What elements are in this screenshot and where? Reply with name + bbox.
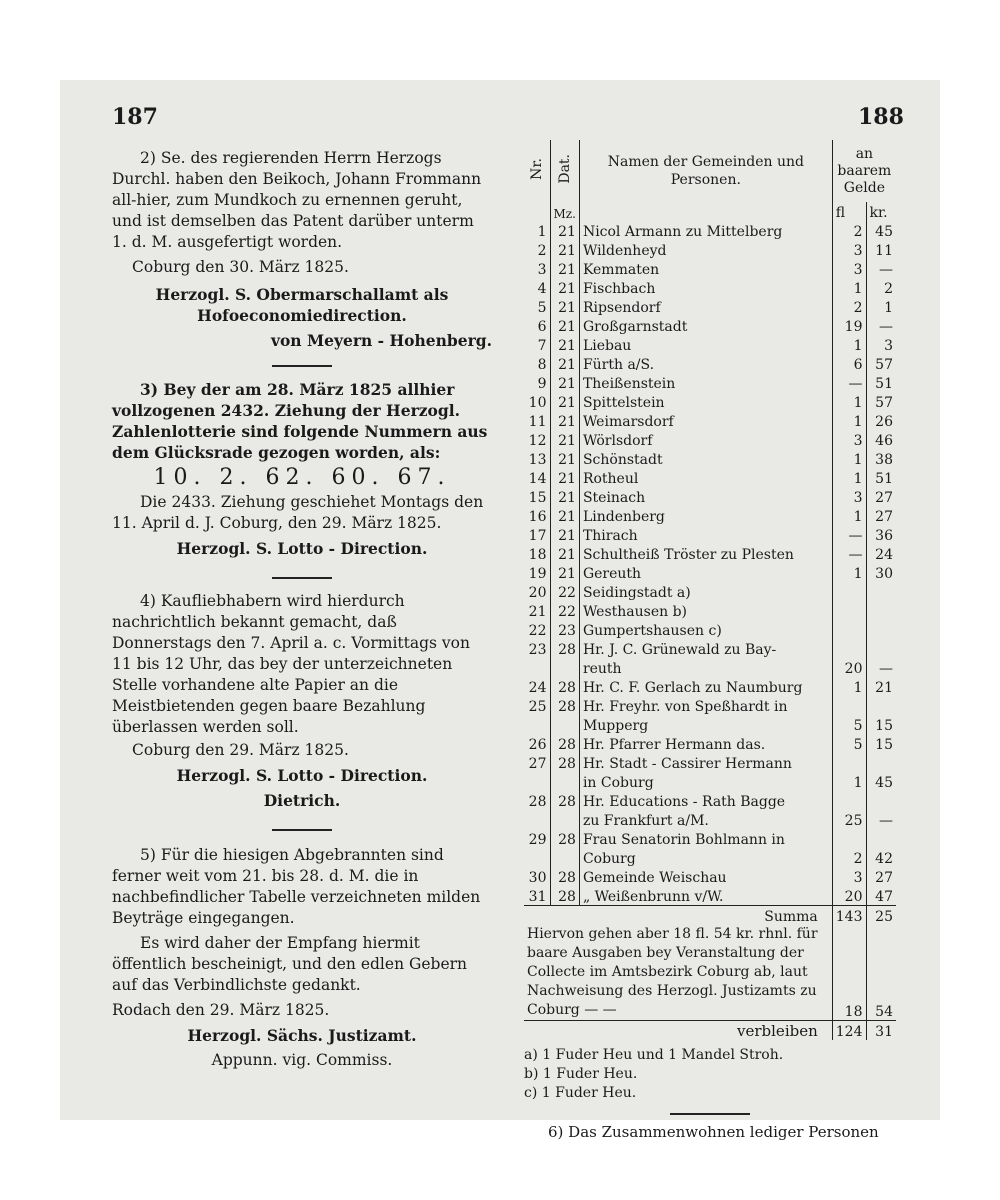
row-date: 28 <box>550 677 579 696</box>
row-nr: 28 <box>524 791 550 810</box>
table-row <box>524 715 896 734</box>
row-date: 21 <box>550 221 579 240</box>
row-nr: 12 <box>524 430 550 449</box>
table-row <box>524 354 896 373</box>
row-name: in Coburg <box>579 772 832 791</box>
row-date <box>550 658 579 677</box>
page-number-right: 188 <box>858 104 904 130</box>
row-name: Hr. Freyhr. von Speßhardt in <box>579 696 832 715</box>
row-fl: 25 <box>832 810 866 829</box>
row-nr: 2 <box>524 240 550 259</box>
row-kr: 11 <box>875 243 893 259</box>
row-kr: 3 <box>884 338 893 354</box>
row-date: 21 <box>550 411 579 430</box>
summa-fl: 143 <box>832 906 866 926</box>
row-nr: 29 <box>524 829 550 848</box>
entry-4-date: Coburg den 29. März 1825. <box>132 741 349 759</box>
table-row <box>524 620 896 639</box>
row-fl: 1 <box>832 278 866 297</box>
row-date: 21 <box>550 316 579 335</box>
row-kr: 46 <box>875 433 893 449</box>
entry-5-text-2: Es wird daher der Empfang hiermit öffentlich bescheinigt, und den edlen Gebern auf das Verbindlichste gedankt. <box>112 934 468 994</box>
table-row <box>524 506 896 525</box>
lottery-number: 62. <box>265 465 319 490</box>
row-kr: 15 <box>875 718 893 734</box>
row-kr <box>866 639 896 658</box>
table-row <box>524 525 896 544</box>
row-date: 21 <box>550 240 579 259</box>
row-kr: 1 <box>884 300 893 316</box>
row-date: 28 <box>550 791 579 810</box>
row-kr: — <box>879 262 893 278</box>
row-name: Gemeinde Weischau <box>579 867 832 886</box>
table-row <box>524 544 896 563</box>
row-nr: 20 <box>524 582 550 601</box>
row-nr: 7 <box>524 335 550 354</box>
lottery-number: 67. <box>397 465 451 490</box>
row-date: 21 <box>550 278 579 297</box>
row-kr: 51 <box>875 471 893 487</box>
row-nr: 9 <box>524 373 550 392</box>
unit-month: Mz. <box>550 202 579 221</box>
table-row <box>524 772 896 791</box>
row-fl: 1 <box>832 772 866 791</box>
row-name: Rotheul <box>579 468 832 487</box>
row-date: 21 <box>550 506 579 525</box>
row-name: „ Weißenbrunn v/W. <box>579 886 832 906</box>
separator-rule <box>272 577 332 579</box>
table-row <box>524 335 896 354</box>
row-date: 21 <box>550 335 579 354</box>
row-nr: 15 <box>524 487 550 506</box>
row-kr <box>866 582 896 601</box>
remaining-label: verbleiben <box>524 1021 832 1041</box>
row-name: Schönstadt <box>579 449 832 468</box>
row-nr: 19 <box>524 563 550 582</box>
row-nr: 24 <box>524 677 550 696</box>
row-date <box>550 772 579 791</box>
row-kr <box>866 620 896 639</box>
row-kr: — <box>879 319 893 335</box>
row-date <box>550 848 579 867</box>
row-fl: 6 <box>832 354 866 373</box>
table-row <box>524 601 896 620</box>
row-name: Theißenstein <box>579 373 832 392</box>
row-nr: 21 <box>524 601 550 620</box>
row-kr: 57 <box>875 395 893 411</box>
deduction-text: Hiervon gehen aber 18 fl. 54 kr. rhnl. für baare Ausgaben bey Veranstaltung der Collecte im Amtsbezirk Coburg ab, laut Nachweisung des Herzogl. Justizamts zu Coburg — — <box>524 925 832 1021</box>
row-nr <box>524 848 550 867</box>
row-name: Nicol Armann zu Mittelberg <box>579 221 832 240</box>
row-date: 21 <box>550 297 579 316</box>
row-nr: 8 <box>524 354 550 373</box>
entry-2-text: 2) Se. des regierenden Herrn Herzogs Durchl. haben den Beikoch, Johann Frommann all-hier, zum Mundkoch zu ernennen geruht, und ist demselben das Patent darüber unterm 1. d. M. ausgefertigt worden. <box>112 149 482 251</box>
row-nr: 3 <box>524 259 550 278</box>
footnote: c) 1 Fuder Heu. <box>524 1085 637 1101</box>
row-date: 21 <box>550 392 579 411</box>
table-row <box>524 392 896 411</box>
row-nr <box>524 810 550 829</box>
row-fl <box>832 601 866 620</box>
table-row <box>524 753 896 772</box>
row-date: 28 <box>550 829 579 848</box>
row-date: 21 <box>550 449 579 468</box>
row-name: Wörlsdorf <box>579 430 832 449</box>
row-fl <box>832 639 866 658</box>
table-row <box>524 259 896 278</box>
page-number-left: 187 <box>112 104 158 130</box>
row-fl: — <box>832 525 866 544</box>
table-row <box>524 791 896 810</box>
donations-table <box>524 140 896 1040</box>
header-dat: Dat. <box>550 140 579 202</box>
row-nr: 13 <box>524 449 550 468</box>
row-kr: 38 <box>875 452 893 468</box>
table-row <box>524 639 896 658</box>
table-row <box>524 886 896 906</box>
row-fl: 2 <box>832 221 866 240</box>
table-row <box>524 563 896 582</box>
row-date: 28 <box>550 696 579 715</box>
table-row <box>524 430 896 449</box>
entry-3-text: 3) Bey der am 28. März 1825 allhier vollzogenen 2432. Ziehung der Herzogl. Zahlenlotterie sind folgende Nummern aus dem Glücksrade gezogen worden, als: <box>112 380 488 462</box>
row-fl: 3 <box>832 430 866 449</box>
header-amount: an baarem Gelde <box>837 145 892 196</box>
row-date: 21 <box>550 430 579 449</box>
lottery-number: 60. <box>331 465 385 490</box>
table-row <box>524 221 896 240</box>
row-fl: 1 <box>832 392 866 411</box>
row-kr: 27 <box>875 870 893 886</box>
table-row <box>524 582 896 601</box>
row-name: Weimarsdorf <box>579 411 832 430</box>
table-row <box>524 449 896 468</box>
row-name: Hr. J. C. Grünewald zu Bay- <box>579 639 832 658</box>
row-kr: 30 <box>875 566 893 582</box>
row-date: 22 <box>550 601 579 620</box>
row-kr: 36 <box>875 528 893 544</box>
row-name: Ripsendorf <box>579 297 832 316</box>
row-kr: 57 <box>875 357 893 373</box>
entry-2-date: Coburg den 30. März 1825. <box>132 258 349 276</box>
row-fl: 5 <box>832 715 866 734</box>
separator-rule <box>272 829 332 831</box>
table-row <box>524 677 896 696</box>
entry-6-text: 6) Das Zusammenwohnen lediger Personen <box>548 1123 879 1141</box>
row-kr <box>866 601 896 620</box>
entry-2-signatory: von Meyern - Hohenberg. <box>270 331 492 350</box>
row-fl: — <box>832 373 866 392</box>
row-fl: 1 <box>832 677 866 696</box>
row-date: 23 <box>550 620 579 639</box>
row-fl <box>832 582 866 601</box>
unit-fl: fl <box>832 202 866 221</box>
row-fl: — <box>832 544 866 563</box>
row-kr: 2 <box>884 281 893 297</box>
row-fl: 20 <box>832 658 866 677</box>
row-kr: 42 <box>875 851 893 867</box>
remaining-fl: 124 <box>832 1021 866 1041</box>
row-nr <box>524 715 550 734</box>
table-row <box>524 734 896 753</box>
row-date: 28 <box>550 867 579 886</box>
row-name: Thirach <box>579 525 832 544</box>
table-row <box>524 867 896 886</box>
table-row <box>524 487 896 506</box>
header-names: Namen der Gemeinden und Personen. <box>579 140 832 202</box>
row-name: Hr. Educations - Rath Bagge <box>579 791 832 810</box>
row-name: Hr. Stadt - Cassirer Hermann <box>579 753 832 772</box>
remaining-kr: 31 <box>866 1021 896 1041</box>
row-fl <box>832 620 866 639</box>
entry-5-text: 5) Für die hiesigen Abgebrannten sind ferner weit vom 21. bis 28. d. M. die in nachbefindlicher Tabelle verzeichneten milden Beyträge eingegangen. <box>112 846 481 927</box>
table-row <box>524 696 896 715</box>
row-name: Westhausen b) <box>579 601 832 620</box>
row-name: Hr. C. F. Gerlach zu Naumburg <box>579 677 832 696</box>
entry-5-authority: Herzogl. Sächs. Justizamt. <box>187 1026 417 1045</box>
row-name: Fürth a/S. <box>579 354 832 373</box>
row-fl: 5 <box>832 734 866 753</box>
table-row <box>524 297 896 316</box>
row-kr: — <box>879 813 893 829</box>
row-name: Spittelstein <box>579 392 832 411</box>
table-row <box>524 810 896 829</box>
row-nr: 16 <box>524 506 550 525</box>
row-fl: 1 <box>832 506 866 525</box>
row-fl <box>832 696 866 715</box>
row-nr: 18 <box>524 544 550 563</box>
summa-kr: 25 <box>866 906 896 926</box>
row-kr: 45 <box>875 775 893 791</box>
row-date: 28 <box>550 734 579 753</box>
row-nr: 4 <box>524 278 550 297</box>
row-date: 21 <box>550 468 579 487</box>
row-date: 21 <box>550 544 579 563</box>
lottery-numbers <box>112 467 492 488</box>
table-row <box>524 468 896 487</box>
row-date: 21 <box>550 354 579 373</box>
row-date: 28 <box>550 886 579 906</box>
row-fl: 1 <box>832 449 866 468</box>
row-kr <box>866 791 896 810</box>
row-fl: 1 <box>832 411 866 430</box>
row-nr: 27 <box>524 753 550 772</box>
row-nr <box>524 658 550 677</box>
row-fl: 2 <box>832 297 866 316</box>
unit-kr: kr. <box>869 205 888 221</box>
row-fl: 20 <box>832 886 866 906</box>
row-date: 28 <box>550 753 579 772</box>
header-nr: Nr. <box>524 140 550 202</box>
row-name: Frau Senatorin Bohlmann in <box>579 829 832 848</box>
row-nr: 5 <box>524 297 550 316</box>
row-name: Liebau <box>579 335 832 354</box>
row-date: 28 <box>550 639 579 658</box>
row-nr: 30 <box>524 867 550 886</box>
row-kr <box>866 753 896 772</box>
row-fl <box>832 791 866 810</box>
row-nr <box>524 772 550 791</box>
row-nr: 1 <box>524 221 550 240</box>
entry-4-authority: Herzogl. S. Lotto - Direction. <box>176 766 428 785</box>
row-nr: 17 <box>524 525 550 544</box>
separator-rule <box>670 1113 750 1115</box>
row-name: Fischbach <box>579 278 832 297</box>
lottery-number: 10. <box>153 465 207 490</box>
row-kr: 47 <box>875 889 893 905</box>
row-fl: 1 <box>832 563 866 582</box>
row-kr: 27 <box>875 509 893 525</box>
row-name: Seidingstadt a) <box>579 582 832 601</box>
row-fl: 1 <box>832 335 866 354</box>
row-name: Wildenheyd <box>579 240 832 259</box>
row-date: 21 <box>550 373 579 392</box>
entry-4-signatory: Dietrich. <box>263 791 341 810</box>
row-nr: 6 <box>524 316 550 335</box>
row-nr: 25 <box>524 696 550 715</box>
row-fl: 2 <box>832 848 866 867</box>
entry-3-next-drawing: Die 2433. Ziehung geschiehet Montags den 11. April d. J. Coburg, den 29. März 1825. <box>112 493 484 532</box>
row-name: Steinach <box>579 487 832 506</box>
table-row <box>524 848 896 867</box>
footnotes <box>524 1046 896 1103</box>
row-kr: 27 <box>875 490 893 506</box>
separator-rule <box>272 365 332 367</box>
row-date: 22 <box>550 582 579 601</box>
row-date <box>550 810 579 829</box>
row-nr: 23 <box>524 639 550 658</box>
row-name: Hr. Pfarrer Hermann das. <box>579 734 832 753</box>
deduction-fl: 18 <box>832 925 866 1021</box>
row-date: 21 <box>550 259 579 278</box>
table-row <box>524 658 896 677</box>
row-kr: 45 <box>875 224 893 240</box>
row-kr: 24 <box>875 547 893 563</box>
row-fl: 3 <box>832 259 866 278</box>
left-column <box>112 148 492 1071</box>
row-name: Coburg <box>579 848 832 867</box>
row-fl: 3 <box>832 867 866 886</box>
row-fl: 3 <box>832 487 866 506</box>
row-nr: 14 <box>524 468 550 487</box>
row-nr: 26 <box>524 734 550 753</box>
deduction-kr: 54 <box>875 1004 893 1020</box>
row-nr: 10 <box>524 392 550 411</box>
row-fl: 19 <box>832 316 866 335</box>
row-fl: 1 <box>832 468 866 487</box>
table-row <box>524 829 896 848</box>
row-nr: 31 <box>524 886 550 906</box>
row-name: Mupperg <box>579 715 832 734</box>
row-kr <box>866 696 896 715</box>
row-name: Schultheiß Tröster zu Plesten <box>579 544 832 563</box>
entry-2-authority: Herzogl. S. Obermarschallamt als Hofoeconomiedirection. <box>155 285 449 325</box>
row-name: Gereuth <box>579 563 832 582</box>
row-name: reuth <box>579 658 832 677</box>
row-nr: 11 <box>524 411 550 430</box>
table-row <box>524 278 896 297</box>
donations-table-wrap <box>524 140 896 1141</box>
row-name: Großgarnstadt <box>579 316 832 335</box>
row-nr: 22 <box>524 620 550 639</box>
row-kr: 26 <box>875 414 893 430</box>
row-date: 21 <box>550 525 579 544</box>
row-date <box>550 715 579 734</box>
row-kr: — <box>879 661 893 677</box>
footnote: b) 1 Fuder Heu. <box>524 1066 638 1082</box>
entry-4-text: 4) Kaufliebhabern wird hierdurch nachrichtlich bekannt gemacht, daß Donnerstags den 7. April a. c. Vormittags von 11 bis 12 Uhr, das bey der unterzeichneten Stelle vorhandene alte Papier an die Meistbietenden gegen baare Bezahlung überlassen werden soll. <box>112 592 470 736</box>
row-kr: 51 <box>875 376 893 392</box>
table-row <box>524 240 896 259</box>
row-fl: 3 <box>832 240 866 259</box>
summa-label: Summa <box>524 906 832 926</box>
table-row <box>524 411 896 430</box>
row-name: Kemmaten <box>579 259 832 278</box>
row-kr <box>866 829 896 848</box>
entry-5-date: Rodach den 29. März 1825. <box>112 1001 330 1019</box>
entry-3-authority: Herzogl. S. Lotto - Direction. <box>176 539 428 558</box>
entry-5-signatory: Appunn. vig. Commiss. <box>211 1051 393 1069</box>
row-name: zu Frankfurt a/M. <box>579 810 832 829</box>
row-date: 21 <box>550 563 579 582</box>
footnote: a) 1 Fuder Heu und 1 Mandel Stroh. <box>524 1047 784 1063</box>
lottery-number: 2. <box>219 465 253 490</box>
row-fl <box>832 829 866 848</box>
row-name: Lindenberg <box>579 506 832 525</box>
row-name: Gumpertshausen c) <box>579 620 832 639</box>
row-fl <box>832 753 866 772</box>
table-row <box>524 316 896 335</box>
row-kr: 15 <box>875 737 893 753</box>
row-kr: 21 <box>875 680 893 696</box>
table-row <box>524 373 896 392</box>
row-date: 21 <box>550 487 579 506</box>
